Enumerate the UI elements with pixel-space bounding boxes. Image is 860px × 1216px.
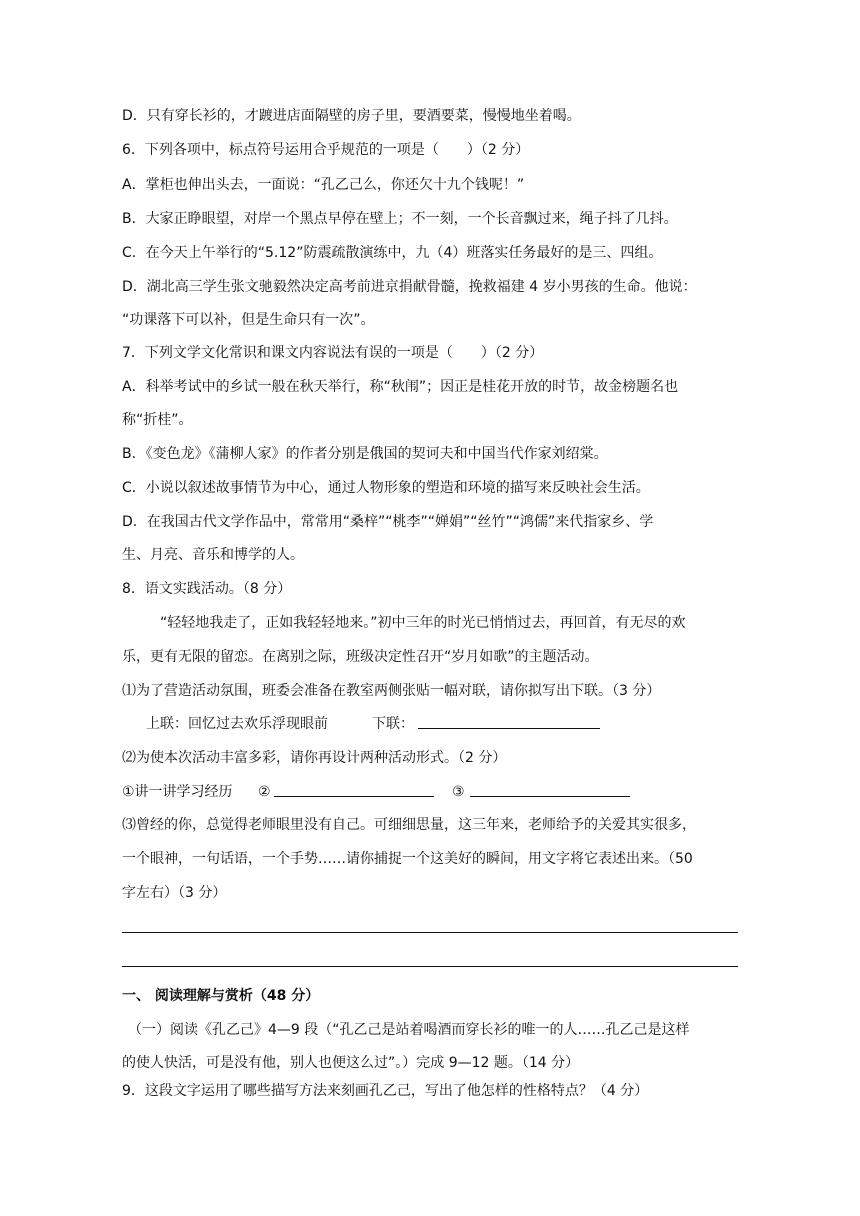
question-9-stem: 9．这段文字运用了哪些描写方法来刻画孔乙己，写出了他怎样的性格特点？（4 分） xyxy=(122,1083,649,1099)
q7-option-a-line2: 称“折桂”。 xyxy=(122,412,193,428)
q6-option-c: C．在今天上午举行的“5.12”防震疏散演练中，九（4）班落实任务最好的是三、四组。 xyxy=(122,245,663,261)
q7-option-b: B．《变色龙》《蒲柳人家》的作者分别是俄国的契诃夫和中国当代作家刘绍棠。 xyxy=(122,446,608,462)
reading-part1-intro-line2: 的使人快活，可是没有他，别人也便这么过”。）完成 9—12 题。（14 分） xyxy=(122,1055,580,1071)
q8-part2-item2-label: ② xyxy=(258,784,271,800)
couplet-lower-label: 下联： xyxy=(372,716,414,732)
q8-intro-line2: 乐，更有无限的留恋。在离别之际，班级决定性召开“岁月如歌”的主题活动。 xyxy=(122,649,599,665)
q8-part2-prompt: ⑵为使本次活动丰富多彩，请你再设计两种活动形式。（2 分） xyxy=(122,750,507,766)
q8-part3-line1: ⑶曾经的你，总觉得老师眼里没有自己。可细细思量，这三年来，老师给予的关爱其实很多， xyxy=(122,817,696,833)
q8-part3-line2: 一个眼神，一句话语，一个手势……请你捕捉一个这美好的瞬间，用文字将它表述出来。（50 xyxy=(122,851,693,867)
q8-part2-item3-blank[interactable] xyxy=(470,782,630,803)
question-8-stem: 8．语文实践活动。（8 分） xyxy=(122,581,292,597)
reading-part1-intro-line1: （一）阅读《孔乙己》4—9 段（“孔乙己是站着喝酒而穿长衫的唯一的人……孔乙己是这样 xyxy=(128,1022,690,1038)
q8-part3-line3: 字左右）（3 分） xyxy=(122,885,227,901)
q6-option-b: B．大家正睁眼望，对岸一个黑点早停在壁上；不一刻，一个长音飘过来，绳子抖了几抖。 xyxy=(122,211,678,227)
answer-line-2[interactable] xyxy=(122,966,738,967)
couplet-upper-line: 上联：回忆过去欢乐浮现眼前 xyxy=(146,716,328,732)
q8-part2-item2-blank[interactable] xyxy=(274,782,434,803)
q8-part2-item1: ①讲一讲学习经历 xyxy=(122,784,233,800)
q7-option-a-line1: A．科举考试中的乡试一般在秋天举行，称“秋闱”；因正是桂花开放的时节，故金榜题名也 xyxy=(122,379,679,395)
question-6-stem: 6．下列各项中，标点符号运用合乎规范的一项是（ ）（2 分） xyxy=(122,142,530,158)
q5-option-d: D．只有穿长衫的，才踱进店面隔壁的房子里，要酒要菜，慢慢地坐着喝。 xyxy=(122,108,581,124)
q8-part1-prompt: ⑴为了营造活动氛围，班委会准备在教室两侧张贴一幅对联，请你拟写出下联。（3 分） xyxy=(122,683,661,699)
couplet-lower-answer-blank[interactable] xyxy=(418,714,600,735)
q8-part2-item3-label: ③ xyxy=(452,784,465,800)
question-7-stem: 7．下列文学文化常识和课文内容说法有误的一项是（ ）（2 分） xyxy=(122,345,544,361)
q7-option-d-line2: 生、月亮、音乐和博学的人。 xyxy=(122,547,304,563)
q6-option-d-line2: “功课落下可以补，但是生命只有一次”。 xyxy=(122,312,375,328)
q6-option-a: A．掌柜也伸出头去，一面说：“孔乙己么，你还欠十九个钱呢！” xyxy=(122,177,525,193)
q8-intro-line1: “轻轻地我走了，正如我轻轻地来。”初中三年的时光已悄悄过去，再回首，有无尽的欢 xyxy=(160,615,686,631)
q7-option-d-line1: D．在我国古代文学作品中，常常用“桑梓”“桃李”“婵娟”“丝竹”“鸿儒”来代指家乡、学 xyxy=(122,514,654,530)
answer-line-1[interactable] xyxy=(122,932,738,933)
q7-option-c: C．小说以叙述故事情节为中心，通过人物形象的塑造和环境的描写来反映社会生活。 xyxy=(122,480,650,496)
section-heading-reading: 一、 阅读理解与赏析（48 分） xyxy=(122,988,320,1004)
q6-option-d-line1: D．湖北高三学生张文驰毅然决定高考前进京捐献骨髓，挽救福建 4 岁小男孩的生命。他说： xyxy=(122,279,697,295)
